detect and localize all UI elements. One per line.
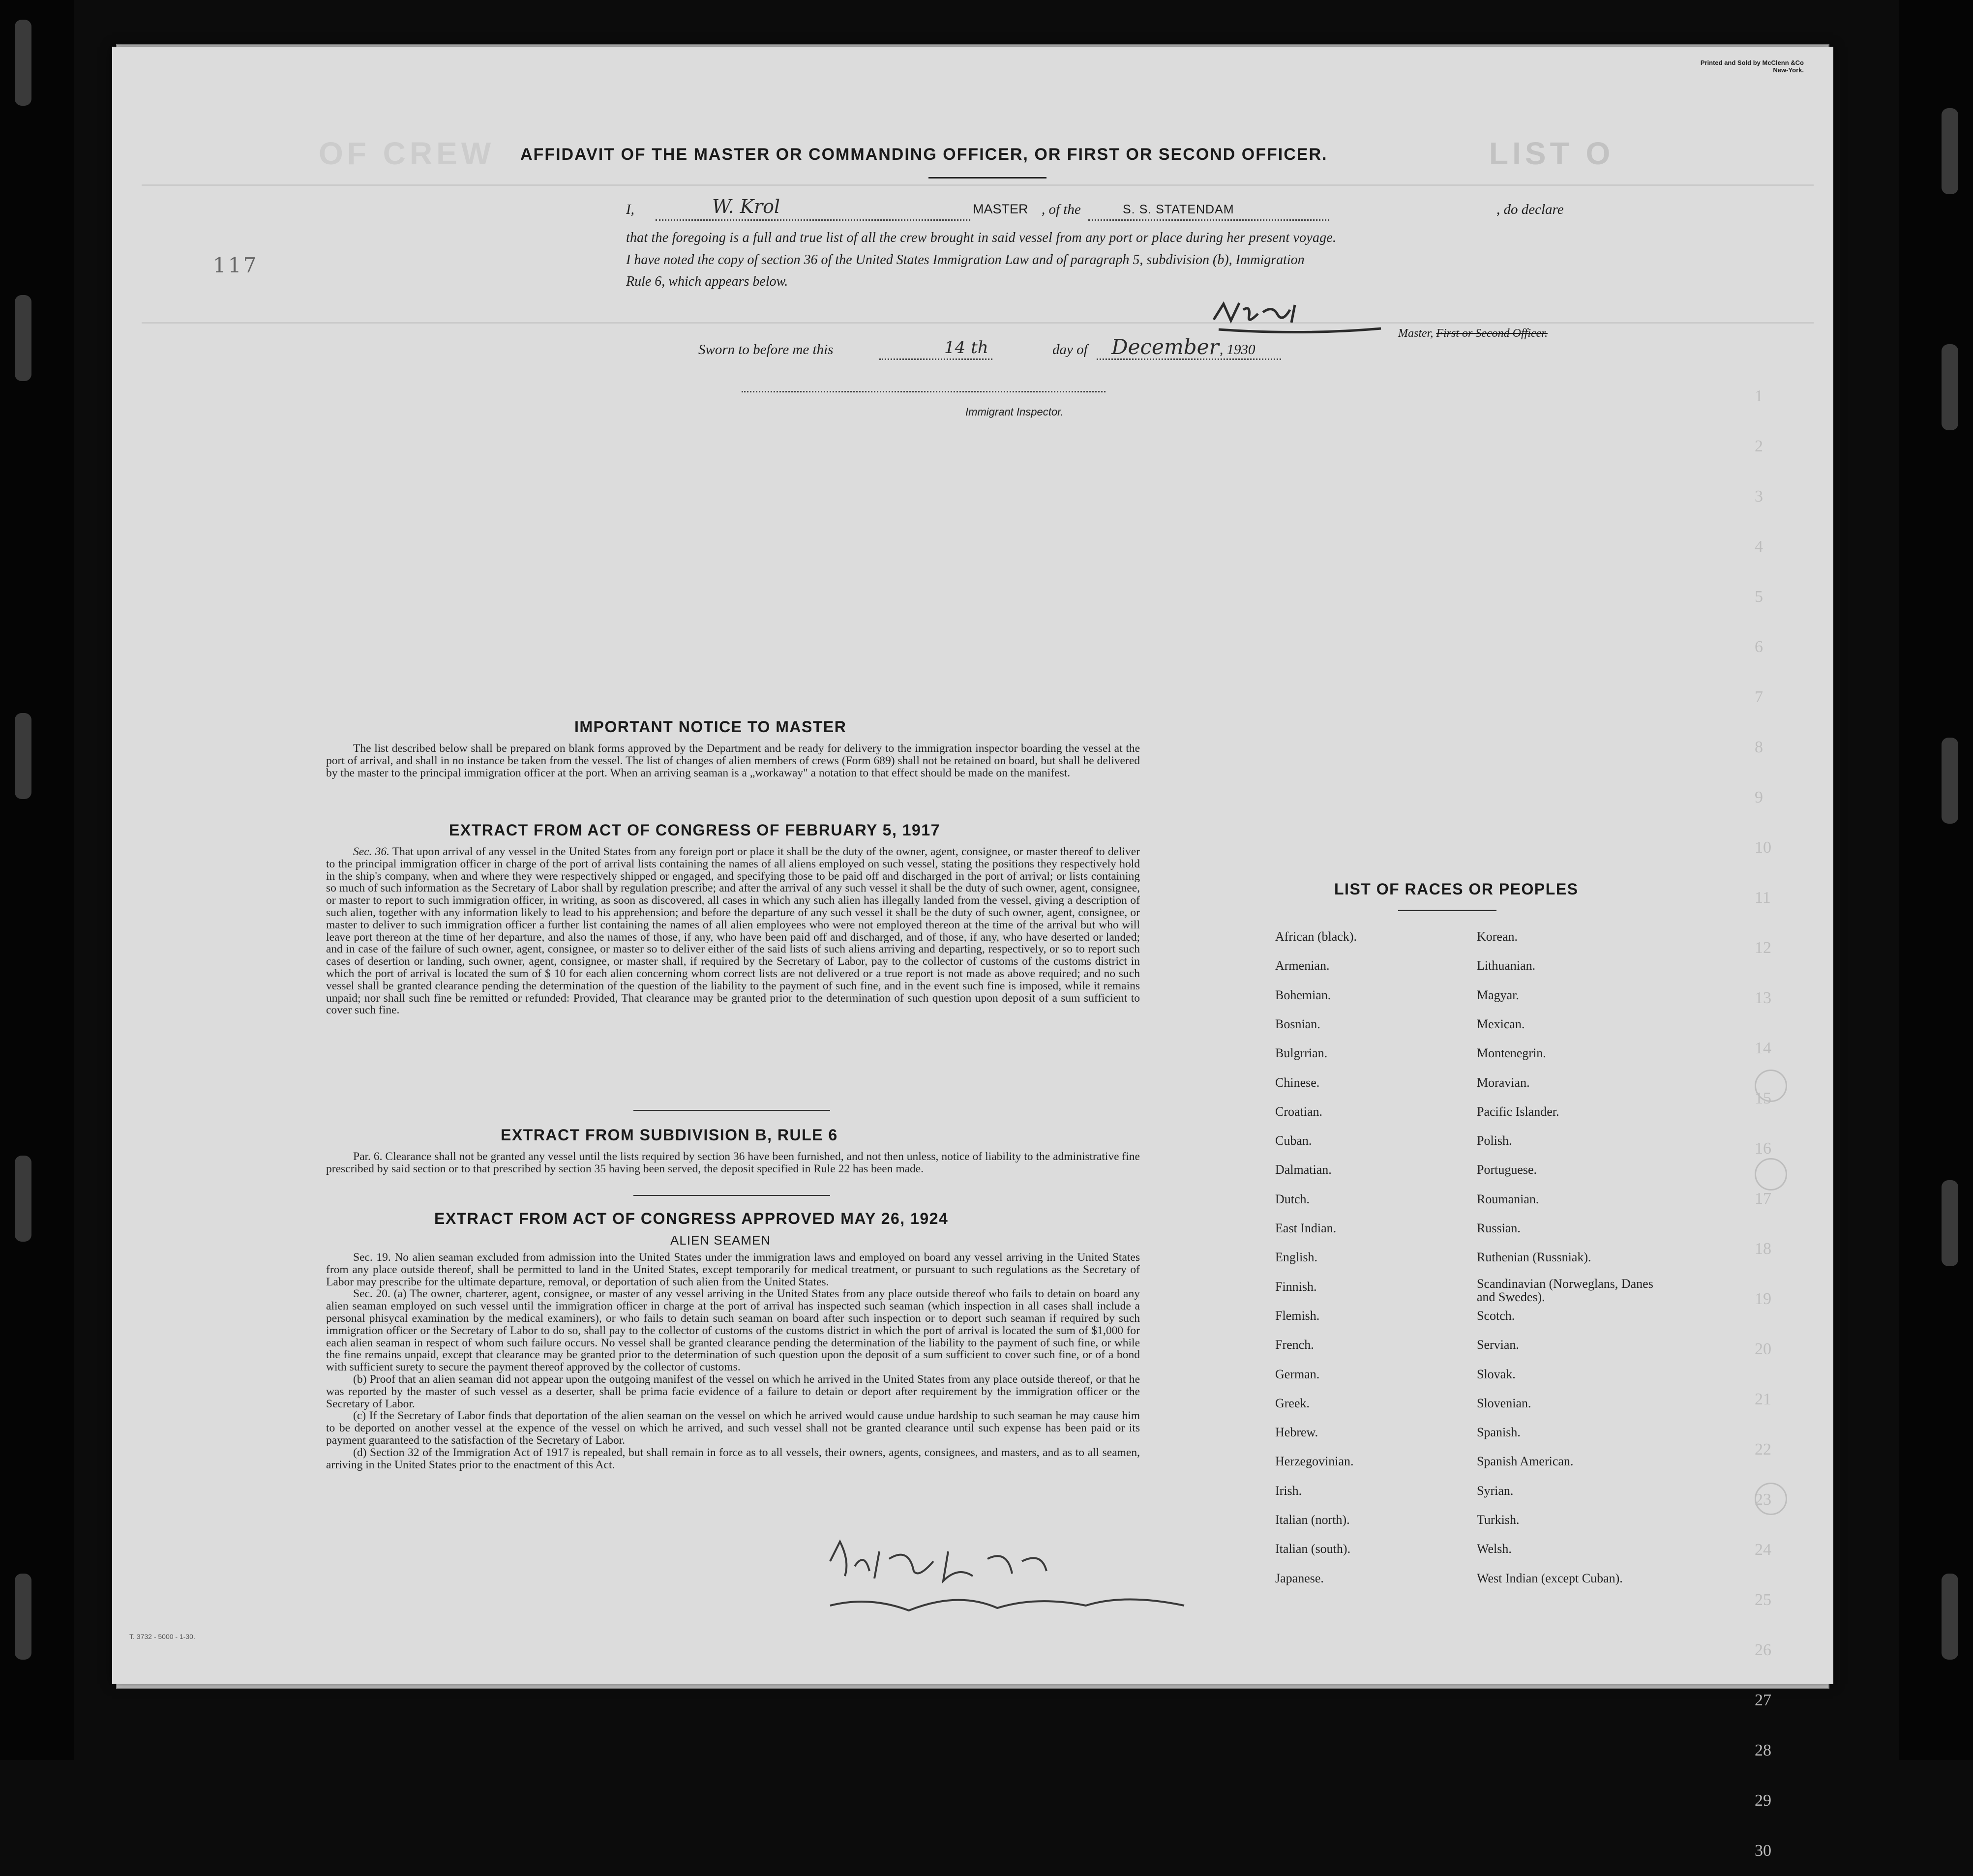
race-item: African (black). [1275,929,1357,944]
struck-officer-label: First or Second Officer. [1436,327,1548,340]
race-item: Moravian. [1477,1075,1530,1090]
race-item: Finnish. [1275,1279,1317,1294]
race-item: Servian. [1477,1338,1519,1352]
film-perforation [1942,1180,1958,1266]
race-item: Dutch. [1275,1191,1310,1206]
sworn-month: December [1111,335,1219,359]
film-perforation [15,1574,31,1660]
race-item: French. [1275,1338,1314,1352]
section-divider [633,1110,830,1111]
race-item: Chinese. [1275,1075,1320,1090]
race-item: Herzegovinian. [1275,1454,1354,1469]
extract1-title: EXTRACT FROM ACT OF CONGRESS OF FEBRUARY 5, 1917 [449,821,940,839]
sworn-label: Sworn to before me this [698,342,834,357]
race-item: Bohemian. [1275,987,1331,1002]
extract3-paragraph: (c) If the Secretary of Labor finds that deportation of the alien seaman on the vessel on which he arrived would cause undue hardship to such seaman he may cause him to be deported on another vessel at the expence of the vessel on which he arrived, and such vessel shall not be granted clearance until such expense has been paid or its payment guaranteed to the satisfaction of the Secretary of Labor. [326,1409,1140,1447]
extract2-text [326,1151,1140,1175]
race-item: Armenian. [1275,958,1330,973]
film-edge-right [1899,0,1973,1760]
film-perforation [1942,108,1958,194]
race-item: Magyar. [1477,987,1519,1002]
race-item: Montenegrin. [1477,1046,1546,1061]
race-item: Russian. [1477,1221,1521,1235]
affidavit-line-2: that the foregoing is a full and true list of all the crew brought in said vessel from any port or place during her present voyage. [626,230,1337,245]
race-item: Welsh. [1477,1542,1512,1556]
printer-note-line: Printed and Sold by McClenn &Co [1700,59,1804,66]
race-item: Italian (north). [1275,1513,1350,1527]
race-item: Hebrew. [1275,1425,1318,1440]
race-item: Flemish. [1275,1308,1320,1323]
race-item: East Indian. [1275,1221,1337,1235]
film-perforation [15,20,31,106]
extract3-subtitle: ALIEN SEAMEN [670,1233,771,1248]
bleed-through-background: LIST O OF CREW 1 2 3 4 5 6 7 8 9 10 11 12 13 14 15 16 17 18 19 20 21 22 23 24 25 26 27 28 29 30 [112,47,1833,1684]
extract3-paragraph: (b) Proof that an alien seaman did not appear upon the outgoing manifest of the vessel on which he arrived in the United States from any place outside thereof, or that he was reported by the master of such vessel as a deserter, shall be prima facie evidence of a failure to detain or deport after requirement by the immigration officer or the Secretary of Labor. [326,1372,1140,1410]
extract1-paragraph [326,846,1140,1016]
of-the-label: , of the [1042,202,1081,217]
sworn-day: 14 th [944,338,988,357]
race-item: Cuban. [1275,1133,1312,1148]
rank: MASTER [973,202,1028,216]
film-edge-left [0,0,74,1760]
extract3-paragraph: Sec. 19. No alien seaman excluded from admission into the United States under the immigration laws and employed on board any vessel arriving in the United States from any place outside thereof, shall be permitted to land in the United States, except temporarily for medical treatment, or pursuant to such regulations as the Secretary of Labor may prescribe for the ultimate departure, removal, or deportation of such alien from the United States. [326,1251,1140,1288]
race-item: Irish. [1275,1483,1302,1498]
sworn-line [698,335,1288,371]
do-declare: , do declare [1496,202,1564,217]
film-perforation [15,1156,31,1242]
race-item: Spanish American. [1477,1454,1574,1469]
race-item: Mexican. [1477,1016,1525,1031]
affidavit-title: AFFIDAVIT OF THE MASTER OR COMMANDING OFFICER, OR FIRST OR SECOND OFFICER. [520,145,1328,164]
race-item: Pacific Islander. [1477,1104,1559,1119]
film-perforation [15,713,31,799]
printer-note-line: New-York. [1773,66,1804,74]
printer-note [1617,59,1804,74]
film-perforation [1942,738,1958,824]
title-underline [928,177,1046,179]
race-item: Dalmatian. [1275,1162,1332,1177]
affidavit-line-4: Rule 6, which appears below. [626,274,788,289]
day-of-label: day of [1052,342,1088,357]
dotted-fill [879,358,992,360]
race-item: Portuguese. [1477,1162,1537,1177]
master-label: Master, [1398,327,1434,340]
races-title: LIST OF RACES OR PEOPLES [1334,880,1579,898]
race-item: Bulgrrian. [1275,1046,1328,1061]
notice-text [326,743,1140,779]
form-code: T. 3732 - 5000 - 1-30. [129,1633,195,1640]
race-item: English. [1275,1250,1317,1265]
film-perforation [1942,344,1958,430]
extract2-title: EXTRACT FROM SUBDIVISION B, RULE 6 [501,1126,838,1144]
race-item: Turkish. [1477,1513,1520,1527]
affidavit-page [112,47,1833,1860]
race-item: Scotch. [1477,1308,1515,1323]
i-label: I, [626,202,634,217]
affidavit-line-3: I have noted the copy of section 36 of the United States Immigration Law and of paragraph 5, subdivision (b), Immigration [626,252,1305,268]
sworn-year: , 1930 [1220,342,1256,357]
master-title-line [1398,327,1548,340]
extract3-paragraph: (d) Section 32 of the Immigration Act of 1917 is repealed, but shall remain in force as to all vessels, their owners, agents, consignees, and masters, and as to all seamen, arriving in the United States prior to the enactment of this Act. [326,1446,1140,1471]
inspector-signature-line [742,391,1106,392]
notice-paragraph: The list described below shall be prepared on blank forms approved by the Department and be ready for delivery to the immigration inspector boarding the vessel at the port of arrival, and shall in no instance be taken from the vessel. The list of changes of alien members of crews (Form 689) shall not be retained on board, but shall be delivered by the master to the principal immigration officer at the port. When an arriving seaman is a „workaway" a notation to that effect should be made on the manifest. [326,742,1140,779]
margin-mark: 117 [213,253,259,277]
race-item: Korean. [1477,929,1518,944]
race-item: Croatian. [1275,1104,1323,1119]
races-title-underline [1398,910,1496,911]
race-item: Slovak. [1477,1367,1516,1381]
extract3-text [326,1251,1140,1471]
race-item: Scandinavian (Norweglans, Danes and Swedes). [1477,1276,1653,1304]
race-item: Syrian. [1477,1483,1514,1498]
notice-title: IMPORTANT NOTICE TO MASTER [574,718,847,736]
film-perforation [1942,1574,1958,1660]
extract2-paragraph: Par. 6. Clearance shall not be granted any vessel until the lists required by section 36 have been furnished, and not then unless, notice of liability to the administrative fine prescribed by said section or to that prescribed by section 35 having been served, the deposit specified in Rule 22 has been made. [326,1150,1140,1175]
race-item: West Indian (except Cuban). [1477,1571,1623,1585]
affidavit-line-1 [626,196,1610,226]
film-perforation [15,295,31,381]
race-item: Bosnian. [1275,1016,1320,1031]
race-item: Italian (south). [1275,1542,1351,1556]
race-item: Greek. [1275,1396,1310,1410]
race-item: Ruthenian (Russniak). [1477,1250,1591,1265]
race-item: Roumanian. [1477,1191,1539,1206]
vessel-name: S. S. STATENDAM [1123,203,1234,216]
master-name: W. Krol [712,196,780,217]
section-divider [633,1195,830,1196]
extract1-text [326,846,1140,1016]
section-text: That upon arrival of any vessel in the United States from any foreign port or place it shall be the duty of the owner, agent, consignee, or master thereof to deliver to the principal immigration officer in charge of the port of arrival lists containing the names of all aliens employed on such vessel, stating the positions they respectively hold in the ship's company, when and where they were respectively shipped or engaged, and specifying those to be paid off and discharged in the port of arrival; or lists containing so much of such information as the Secretary of Labor shall by regulation prescribe; and after the arrival of any such vessel it shall be the duty of such owner, agent, consignee, or master to report to such immigration officer, in writing, as soon as discovered, all cases in which any such alien has illegally landed from the vessel, giving a description of such alien, together with any information likely to lead to his apprehension; and before the departure of any such vessel it shall be the duty of such owner, agent, consignee, or master to deliver to such immigration officer a further list containing the names of all alien employees who were not employed thereon at the time of the arrival but who will leave port thereon at the time of her departure, and also the names of those, if any, who have been paid off and discharged, and of those, if any, who have deserted or landed; and in case of the failure of such owner, agent, consignee, or master so to deliver either of the said lists of such aliens arriving and departing, respectively, or so to report such cases of desertion or landing, such owner, agent, consignee, or master shall, if required by the Secretary of Labor, pay to the collector of customs of the customs district in which the port of arrival is located the sum of $ 10 for each alien concerning whom correct lists are not delivered or a true report is not made as above required; and no such vessel shall be granted clearance pending the determination of the question of the liability to the payment of such fine, and in the event such fine is imposed, while it remains unpaid; nor shall such fine be remitted or refunded: Provided, That clearance may be granted prior to the determination of such question upon deposit of a sum sufficient to cover such fine. [326,845,1140,1017]
inspector-label: Immigrant Inspector. [965,406,1064,418]
race-item: Spanish. [1477,1425,1521,1440]
race-item: Japanese. [1275,1571,1324,1585]
dotted-fill [1088,219,1329,221]
extract3-paragraph: Sec. 20. (a) The owner, charterer, agent, consignee, or master of any vessel arriving in the United States from any place outside thereof who fails to detain on board any alien seaman employed on such vessel until the immigration officer in charge at the port of arrival has inspected such seaman (which inspection in all cases shall include a personal phisycal examination by the medical examiners), or who fails to detain such seaman on board after such inspection or to deport such seaman if required by such immigration officer or the Secretary of Labor to do so, shall pay to the collector of customs of the customs district in which the port of arrival is located the sum of $1,000 for each alien seaman in respect of whom such failure occurs. No vessel shall be granted clearance pending the determination of the liability to the payment of such fine, or while the fine remains unpaid, except that clearance may be granted prior to the determination of such question upon the deposit of a sum sufficient to cover such fine, or of a bond with sufficient surety to secure the payment thereof approved by the collector of customs. [326,1287,1140,1374]
race-item: Lithuanian. [1477,958,1536,973]
race-item: Polish. [1477,1133,1512,1148]
section-label: Sec. 36. [353,845,390,858]
extract3-title: EXTRACT FROM ACT OF CONGRESS APPROVED MAY 26, 1924 [434,1210,949,1227]
race-item: German. [1275,1367,1320,1381]
dotted-fill [656,219,970,221]
race-item: Slovenian. [1477,1396,1531,1410]
